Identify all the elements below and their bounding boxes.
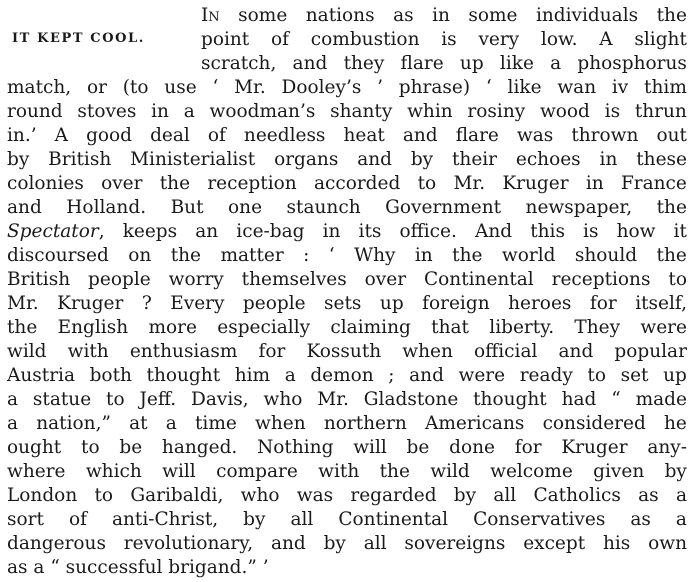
text-line: Austria both thought him a demon ; and were ready to set up [7, 365, 687, 386]
text-line: in.’ A good deal of needless heat and flare was thrown out [7, 125, 687, 146]
text-line: London to Garibaldi, who was regarded by all Catholics as a [7, 485, 687, 506]
text-line: Mr. Kruger ? Every people sets up foreign heroes for itself, [7, 293, 687, 314]
text-line: scratch, and they flare up like a phosphorus [201, 53, 687, 74]
text-line: dangerous revolutionary, and by all sovereigns except his own [7, 533, 687, 554]
text-line: round stoves in a woodman’s shanty whin rosiny wood is thrun [7, 101, 687, 122]
publication-name: Spectator [7, 221, 99, 242]
text-line: British people worry themselves over Continental receptions to [7, 269, 687, 290]
text-line: discoursed on the matter : ‘ Why in the world should the [7, 245, 687, 266]
text-line: match, or (to use ‘ Mr. Dooley’s ’ phrase) ‘ like wan iv thim [7, 77, 687, 98]
text-line: and Holland. But one staunch Government newspaper, the [7, 197, 687, 218]
text-line: the English more especially claiming that liberty. They were [7, 317, 687, 338]
text-line: sort of anti-Christ, by all Continental Conservatives as a [7, 509, 687, 530]
text-line: by British Ministerialist organs and by their echoes in these [7, 149, 687, 170]
text-line: ought to be hanged. Nothing will be done for Kruger any- [7, 437, 687, 458]
text-line: a nation,” at a time when northern Americans considered he [7, 413, 687, 434]
text-line: as a “ successful brigand.” ’ [7, 557, 269, 578]
text-line: a statue to Jeff. Davis, who Mr. Gladstone thought had “ made [7, 389, 687, 410]
text-line: where which will compare with the wild welcome given by [7, 461, 687, 482]
side-heading: IT KEPT COOL. [12, 31, 145, 46]
text-line: colonies over the reception accorded to Mr. Kruger in France [7, 173, 687, 194]
text-line: In some nations as in some individuals the [201, 5, 687, 26]
text-line: wild with enthusiasm for Kossuth when official and popular [7, 341, 687, 362]
text-line: point of combustion is very low. A slight [201, 29, 687, 50]
text-line: Spectator, keeps an ice-bag in its office. And this is how it [7, 221, 687, 242]
